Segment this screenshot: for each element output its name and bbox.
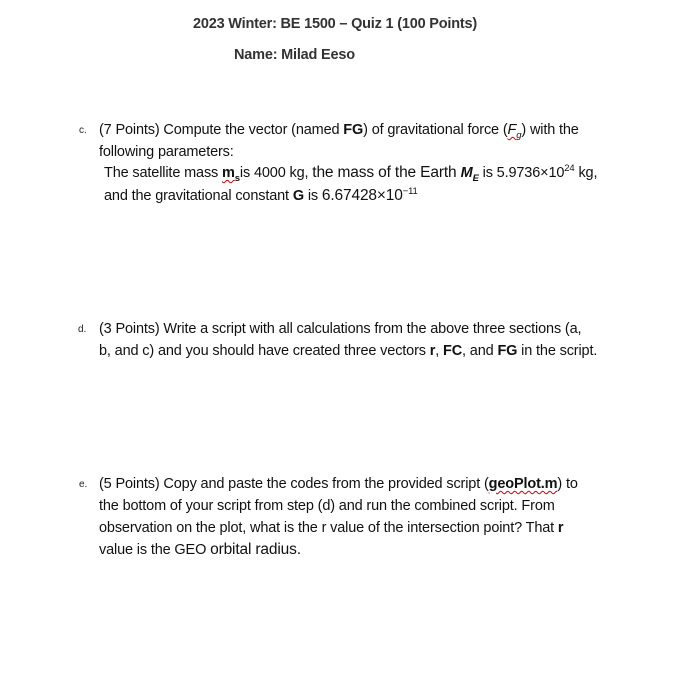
text-run: is [303,188,322,204]
gravitational-constant-value: 6.67428×10 [321,187,403,204]
text-run: the mass of the Earth [312,164,461,181]
exponent: 24 [564,163,575,175]
text-run: orbital radius. [210,541,301,558]
question-c-line-4 [104,186,418,206]
text-run: is 4000 kg, [239,165,313,181]
text-run: (7 Points) Compute the vector (named [99,122,344,138]
quiz-title: 2023 Winter: BE 1500 – Quiz 1 (100 Points) [193,16,477,32]
question-d-line-1: (3 Points) Write a script with all calculations from the above three sections (a, [99,321,582,337]
force-symbol [507,122,522,141]
text-run: is 5.9736×10 [478,165,565,181]
gravitational-constant-symbol: G [292,188,304,204]
question-e-line-2: the bottom of your script from step (d) and run the combined script. From [99,498,555,514]
exponent: −11 [402,186,418,198]
text-run: ) to [557,476,578,492]
question-e-line-3 [99,518,563,538]
question-d-line-2 [99,341,597,361]
text-run: , [435,343,444,359]
mass-letter: m [222,165,235,181]
question-e-line-1 [99,474,578,494]
text-run: , and [462,343,498,359]
text-run: in the script. [517,343,598,359]
satellite-mass-symbol [222,165,240,184]
question-e-marker: e. [79,479,88,490]
student-name: Name: Milad Eeso [234,47,355,63]
text-run: ) with the [521,122,579,138]
text-run: b, and c) and you should have created three vectors [99,343,430,359]
earth-mass-letter: M [460,165,473,181]
text-run: The satellite mass [104,165,223,181]
vector-name-fg: FG [343,122,364,138]
text-run: value is the GEO [99,542,211,558]
text-run: and the gravitational constant [104,188,293,204]
script-filename: geoPlot.m [488,476,558,492]
question-c-line-3 [104,163,597,183]
force-letter: F [507,122,517,138]
earth-mass-subscript: E [472,172,479,184]
vector-name-fg: FG [497,343,518,359]
question-c-marker: c. [79,125,87,136]
question-e-line-4 [99,540,301,560]
text-run: ) of gravitational force ( [363,122,508,138]
text-run: (5 Points) Copy and paste the codes from the provided script ( [99,476,489,492]
vector-name-r: r [429,343,436,359]
vector-name-fc: FC [443,343,463,359]
text-run: observation on the plot, what is the r value of the intersection point? That [99,520,558,536]
question-c-line-1 [99,120,579,140]
mass-subscript: s [234,172,240,184]
question-d-marker: d. [78,324,87,335]
text-run: kg, [574,165,598,181]
earth-mass-symbol [460,165,479,184]
force-subscript: g [516,129,522,141]
question-c-line-2: following parameters: [99,144,234,160]
radius-symbol: r [557,520,564,536]
